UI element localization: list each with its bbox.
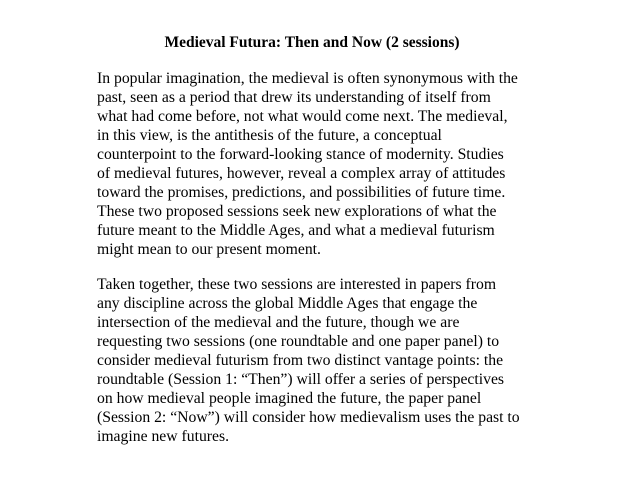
paragraph-line: toward the promises, predictions, and possibilities of future time. [97,184,506,201]
paragraph-line: past, seen as a period that drew its understanding of itself from [97,89,491,106]
paragraph-line: intersection of the medieval and the future, though we are [97,314,460,331]
paragraph-line: future meant to the Middle Ages, and what a medieval futurism [97,222,495,239]
paragraph-sessions [97,275,533,446]
paragraph-line: on how medieval people imagined the future, the paper panel [97,390,482,407]
paragraph-intro [97,69,533,259]
paragraph-line: In popular imagination, the medieval is often synonymous with the [97,70,518,87]
paragraph-line: roundtable (Session 1: “Then”) will offer a series of perspectives [97,371,505,388]
paragraph-line: consider medieval futurism from two distinct vantage points: the [97,352,504,369]
paragraph-line: Taken together, these two sessions are interested in papers from [97,276,497,293]
paragraph-line: imagine new futures. [97,428,229,445]
paragraph-line: might mean to our present moment. [97,241,321,258]
document-title: Medieval Futura: Then and Now (2 sessions) [164,34,460,51]
paragraph-line: (Session 2: “Now”) will consider how medievalism uses the past to [97,409,520,426]
paragraph-line: requesting two sessions (one roundtable and one paper panel) to [97,333,500,350]
paragraph-line: counterpoint to the forward-looking stance of modernity. Studies [97,146,504,163]
document-page [97,33,533,462]
paragraph-line: any discipline across the global Middle Ages that engage the [97,295,478,312]
paragraph-line: what had come before, not what would come next. The medieval, [97,108,508,125]
paragraph-line: in this view, is the antithesis of the future, a conceptual [97,127,442,144]
paragraph-line: These two proposed sessions seek new explorations of what the [97,203,497,220]
paragraph-line: of medieval futures, however, reveal a complex array of attitudes [97,165,506,182]
